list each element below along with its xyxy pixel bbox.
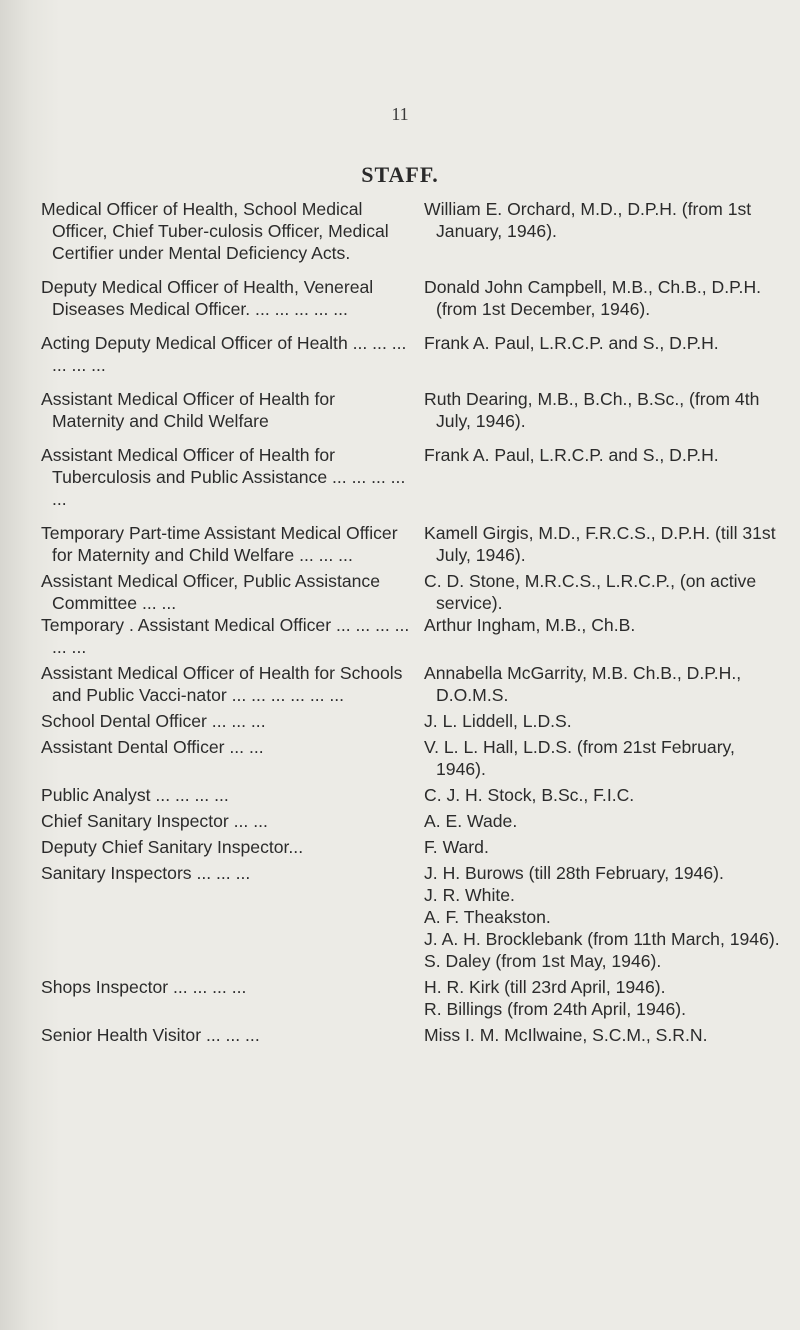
staff-holders: [412, 1024, 781, 1046]
staff-holder-name: Frank A. Paul, L.R.C.P. and S., D.P.H.: [424, 333, 719, 353]
staff-entry: [41, 976, 781, 1020]
staff-holder-name: Miss I. M. McIlwaine, S.C.M., S.R.N.: [424, 1025, 708, 1045]
staff-holder-name: V. L. L. Hall, L.D.S. (from 21st February, 1946).: [424, 737, 735, 779]
staff-entry: [41, 784, 781, 806]
staff-role: Sanitary Inspectors ... ... ...: [41, 863, 251, 883]
staff-holder-name: F. Ward.: [424, 837, 489, 857]
staff-entry: [41, 198, 781, 264]
staff-entry: [41, 388, 781, 432]
staff-entry: [41, 332, 781, 376]
staff-holder-name: C. J. H. Stock, B.Sc., F.I.C.: [424, 785, 635, 805]
staff-entry: [41, 614, 781, 658]
staff-entry: [41, 710, 781, 732]
staff-holders: [412, 862, 781, 972]
staff-entry: [41, 522, 781, 566]
staff-holders: [412, 332, 781, 354]
staff-holders: [412, 976, 781, 1020]
staff-holders: [412, 198, 781, 242]
staff-holders: [412, 784, 781, 806]
staff-role: Chief Sanitary Inspector ... ...: [41, 811, 268, 831]
staff-role: Shops Inspector ... ... ... ...: [41, 977, 247, 997]
staff-holder-name: A. F. Theakston.: [424, 907, 551, 927]
staff-role: Public Analyst ... ... ... ...: [41, 785, 229, 805]
staff-holder-name: R. Billings (from 24th April, 1946).: [424, 999, 687, 1019]
staff-role: Temporary Part-time Assistant Medical Officer for Maternity and Child Welfare ... ... ...: [41, 523, 398, 565]
page-title: STAFF.: [361, 162, 439, 187]
staff-holders: [412, 736, 781, 780]
staff-entry: [41, 570, 781, 614]
staff-holder-name: Donald John Campbell, M.B., Ch.B., D.P.H. (from 1st December, 1946).: [424, 277, 762, 319]
staff-holder-name: J. L. Liddell, L.D.S.: [424, 711, 572, 731]
staff-role: Deputy Chief Sanitary Inspector...: [41, 837, 304, 857]
staff-holder-name: Kamell Girgis, M.D., F.R.C.S., D.P.H. (till 31st July, 1946).: [424, 523, 776, 565]
staff-role: Acting Deputy Medical Officer of Health ... ... ... ... ... ...: [41, 333, 407, 375]
staff-holder-name: H. R. Kirk (till 23rd April, 1946).: [424, 977, 666, 997]
staff-entry: [41, 862, 781, 972]
staff-role: Medical Officer of Health, School Medical Officer, Chief Tuber-culosis Officer, Medical Certifier under Mental Deficiency Acts.: [41, 199, 389, 263]
staff-holders: [412, 710, 781, 732]
staff-holder-name: Ruth Dearing, M.B., B.Ch., B.Sc., (from 4th July, 1946).: [424, 389, 760, 431]
staff-holder-name: J. R. White.: [424, 885, 515, 905]
staff-holder-name: Annabella McGarrity, M.B. Ch.B., D.P.H., D.O.M.S.: [424, 663, 742, 705]
staff-holders: [412, 662, 781, 706]
staff-entry: [41, 276, 781, 320]
staff-entry: [41, 810, 781, 832]
staff-holder-name: A. E. Wade.: [424, 811, 518, 831]
staff-role: Assistant Medical Officer of Health for Schools and Public Vacci-nator ... ... ... ... ... ...: [41, 663, 403, 705]
staff-holders: [412, 276, 781, 320]
staff-holders: [412, 570, 781, 614]
staff-holders: [412, 810, 781, 832]
staff-entry: [41, 836, 781, 858]
staff-role: Assistant Dental Officer ... ...: [41, 737, 264, 757]
staff-holders: [412, 444, 781, 466]
staff-entry: [41, 1024, 781, 1046]
staff-role: Assistant Medical Officer, Public Assistance Committee ... ...: [41, 571, 380, 613]
staff-entry: [41, 662, 781, 706]
staff-holder-name: J. H. Burows (till 28th February, 1946).: [424, 863, 724, 883]
staff-holders: [412, 388, 781, 432]
staff-holders: [412, 522, 781, 566]
staff-role: Senior Health Visitor ... ... ...: [41, 1025, 260, 1045]
staff-entry: [41, 736, 781, 780]
staff-holder-name: C. D. Stone, M.R.C.S., L.R.C.P., (on active service).: [424, 571, 757, 613]
page-number: 11: [391, 104, 409, 124]
staff-role: School Dental Officer ... ... ...: [41, 711, 266, 731]
staff-role: Temporary . Assistant Medical Officer ... ... ... ... ... ...: [41, 615, 410, 657]
staff-role: Assistant Medical Officer of Health for Maternity and Child Welfare: [41, 389, 335, 431]
staff-holders: [412, 836, 781, 858]
staff-role: Assistant Medical Officer of Health for Tuberculosis and Public Assistance ... ... ... ... ...: [41, 445, 406, 509]
staff-holder-name: Arthur Ingham, M.B., Ch.B.: [424, 615, 636, 635]
staff-holders: [412, 614, 781, 636]
staff-holder-name: William E. Orchard, M.D., D.P.H. (from 1st January, 1946).: [424, 199, 752, 241]
staff-role: Deputy Medical Officer of Health, Venereal Diseases Medical Officer. ... ... ... ... ...: [41, 277, 374, 319]
staff-list: [41, 198, 781, 1046]
staff-holder-name: Frank A. Paul, L.R.C.P. and S., D.P.H.: [424, 445, 719, 465]
staff-holder-name: J. A. H. Brocklebank (from 11th March, 1946).: [424, 929, 780, 949]
staff-holder-name: S. Daley (from 1st May, 1946).: [424, 951, 662, 971]
staff-entry: [41, 444, 781, 510]
